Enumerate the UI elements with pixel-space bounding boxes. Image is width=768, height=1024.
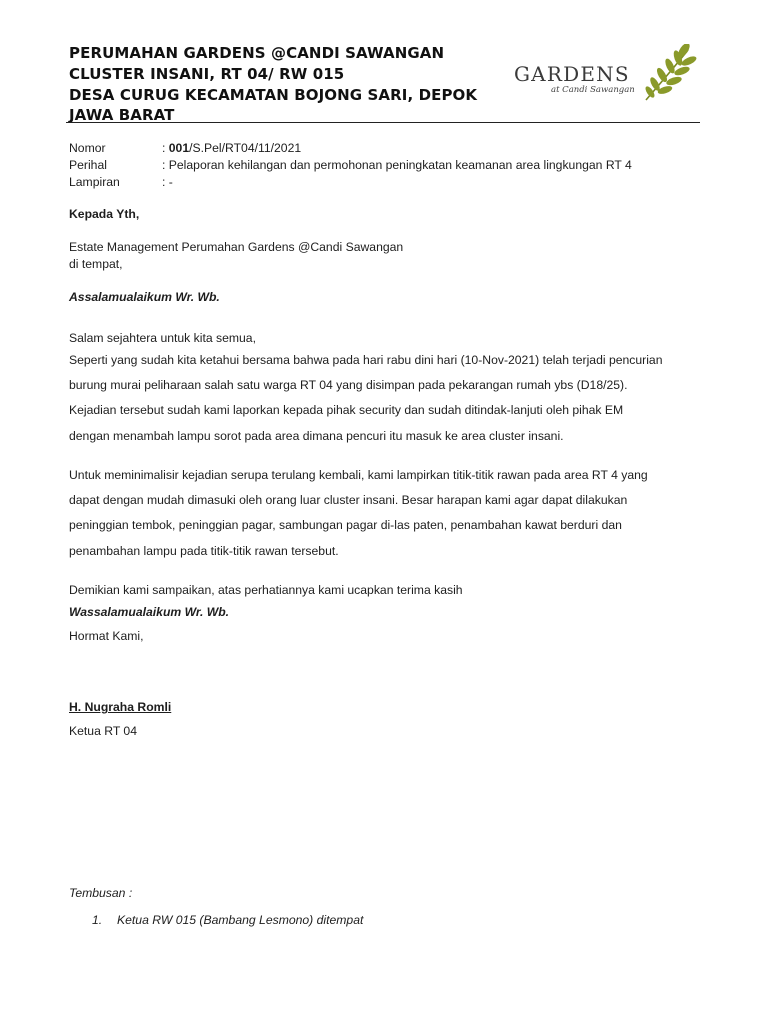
- letterhead-line-2: CLUSTER INSANI, RT 04/ RW 015: [69, 65, 345, 83]
- nomor-suffix: /S.Pel/RT04/11/2021: [189, 141, 302, 155]
- tembusan-label: Tembusan :: [69, 886, 133, 900]
- addressee-greeting: Kepada Yth,: [69, 207, 140, 221]
- paragraph-1-line: burung murai peliharaan salah satu warga RT 04 yang disimpan pada pekarangan rumah ybs (D18/25).: [69, 378, 628, 393]
- closing-line: Demikian kami sampaikan, atas perhatiannya kami ucapkan terima kasih: [69, 583, 463, 597]
- paragraph-2-line: penambahan lampu pada titik-titik rawan tersebut.: [69, 543, 339, 558]
- letterhead-line-4: JAWA BARAT: [69, 106, 175, 124]
- closing-wassalam: Wassalamualaikum Wr. Wb.: [69, 605, 230, 619]
- nomor-label: Nomor: [69, 141, 106, 155]
- paragraph-2-line: Untuk meminimalisir kejadian serupa terulang kembali, kami lampirkan titik-titik rawan pada area RT 4 yang: [69, 468, 648, 482]
- paragraph-1-line: Seperti yang sudah kita ketahui bersama bahwa pada hari rabu dini hari (10-Nov-2021) telah terjadi pencurian: [69, 353, 663, 367]
- addressee-line-2: di tempat,: [69, 257, 123, 271]
- nomor-value: [162, 141, 301, 155]
- tembusan-item-number: 1.: [92, 913, 103, 927]
- olive-branch-icon: [638, 44, 700, 104]
- letterhead-divider: [66, 122, 700, 123]
- letterhead-line-1: PERUMAHAN GARDENS @CANDI SAWANGAN: [69, 44, 445, 62]
- signatory-title: Ketua RT 04: [69, 724, 137, 738]
- paragraph-1-line: dengan menambah lampu sorot pada area dimana pencuri itu masuk ke area cluster insani.: [69, 428, 564, 443]
- nomor-colon: :: [162, 141, 169, 155]
- paragraph-2: [69, 463, 709, 564]
- logo-wordmark: GARDENS: [514, 62, 630, 86]
- paragraph-1-line: Kejadian tersebut sudah kami laporkan kepada pihak security dan sudah ditindak-lanjuti oleh pihak EM: [69, 403, 624, 418]
- salutation: Salam sejahtera untuk kita semua,: [69, 331, 256, 345]
- signatory-name: H. Nugraha Romli: [69, 700, 172, 714]
- paragraph-1: [69, 348, 709, 449]
- letterhead-line-3: DESA CURUG KECAMATAN BOJONG SARI, DEPOK: [69, 86, 478, 104]
- addressee-line-1: Estate Management Perumahan Gardens @Candi Sawangan: [69, 240, 404, 254]
- perihal-value: : Pelaporan kehilangan dan permohonan peningkatan keamanan area lingkungan RT 4: [162, 158, 632, 172]
- paragraph-2-line: dapat dengan mudah dimasuki oleh orang luar cluster insani. Besar harapan kami agar dapat dilakukan: [69, 493, 628, 508]
- lampiran-value: : -: [162, 175, 173, 189]
- lampiran-label: Lampiran: [69, 175, 120, 189]
- nomor-number: 001: [168, 141, 190, 155]
- tembusan-item-text: Ketua RW 015 (Bambang Lesmono) ditempat: [117, 913, 364, 927]
- perihal-label: Perihal: [69, 158, 107, 172]
- opening-greeting: Assalamualaikum Wr. Wb.: [69, 290, 220, 304]
- paragraph-2-line: peninggian tembok, peninggian pagar, sambungan pagar di-las paten, penambahan kawat berduri dan: [69, 518, 622, 533]
- closing-hormat: Hormat Kami,: [69, 629, 144, 643]
- gardens-logo: [514, 44, 700, 104]
- logo-subtitle: at Candi Sawangan: [551, 85, 635, 95]
